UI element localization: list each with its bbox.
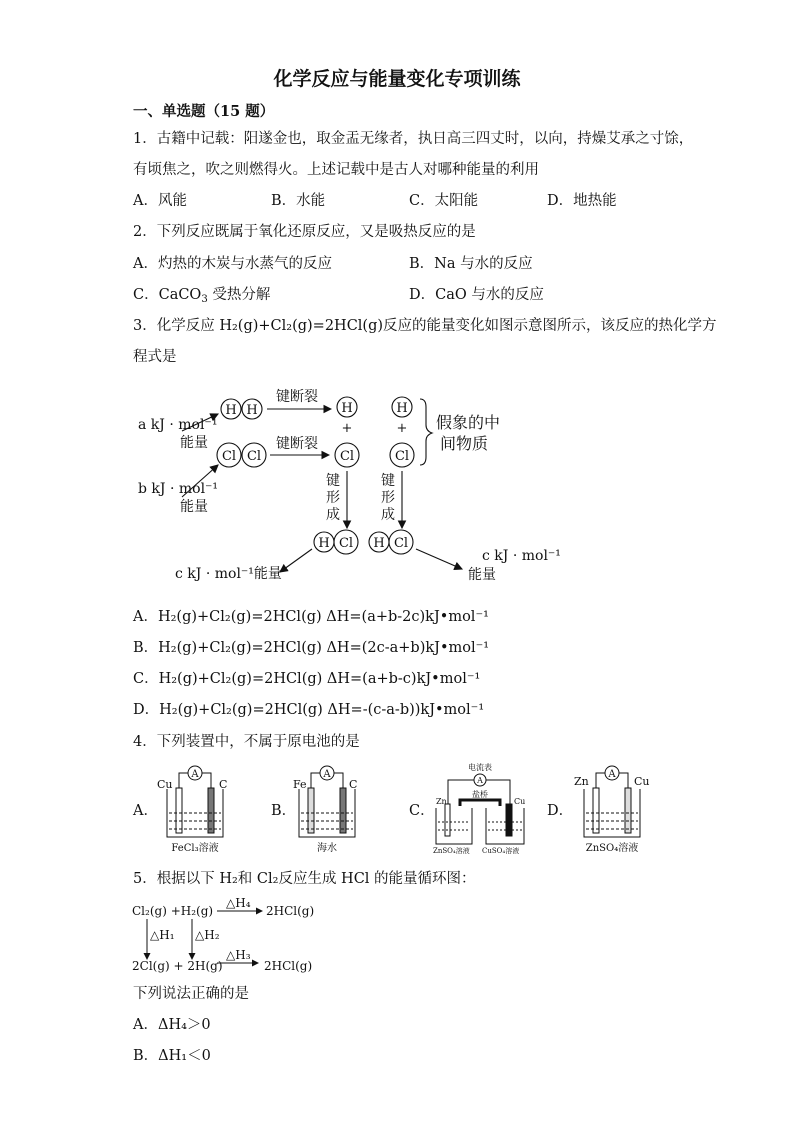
q3-option-a: A．H₂(g)+Cl₂(g)=2HCl(g) ΔH=(a+b-2c)kJ•mol⁻¹ [133, 609, 489, 625]
svg-text:键断裂: 键断裂 [276, 436, 318, 452]
q5-prompt: 下列说法正确的是 [133, 986, 249, 1002]
cycle-product2: 2HCl(g) [264, 959, 313, 973]
svg-text:能量: 能量 [180, 435, 208, 451]
cycle-dh4: △H₄ [226, 896, 251, 910]
atom-cl-label: Cl [221, 449, 237, 464]
cell-a-diagram [155, 763, 235, 855]
cell-c-diagram [430, 760, 530, 855]
svg-text:H: H [246, 403, 258, 418]
svg-text:Cl: Cl [246, 449, 262, 464]
q1-stem-line1: 1．古籍中记载：阳遂金也，取金盂无缘者，执日高三四丈时，以向，持燥艾承之寸馀， [133, 131, 694, 147]
svg-text:成: 成 [326, 507, 340, 523]
b-energy-label: b kJ · mol⁻¹ [138, 481, 219, 497]
svg-text:Cl: Cl [394, 449, 410, 464]
svg-text:Fe: Fe [293, 778, 307, 791]
svg-text:能量: 能量 [468, 567, 496, 583]
svg-text:能量: 能量 [180, 499, 208, 515]
a-energy-label: a kJ · mol⁻¹ [138, 417, 218, 433]
atom-h-label: H [225, 403, 237, 418]
svg-text:FeCl₃溶液: FeCl₃溶液 [171, 843, 219, 854]
cycle-atoms: 2Cl(g) + 2H(g) [132, 959, 223, 973]
svg-text:Zn: Zn [436, 797, 447, 806]
svg-text:H: H [341, 401, 353, 416]
svg-text:形: 形 [326, 490, 340, 506]
q3-energy-diagram [130, 385, 570, 595]
q3-stem-line1: 3．化学反应 H₂(g)+Cl₂(g)=2HCl(g)反应的能量变化如图示意图所示，该反应的热化学方 [133, 318, 717, 334]
q4-option-b: B． [271, 803, 297, 819]
svg-text:+: + [396, 421, 408, 436]
svg-text:形: 形 [381, 490, 395, 506]
q2-option-d: D．CaO 与水的反应 [409, 287, 544, 303]
q1-option-a: A．风能 [133, 193, 187, 209]
c-energy-left-label: c kJ · mol⁻¹能量 [175, 566, 282, 582]
cycle-dh2: △H₂ [195, 928, 220, 942]
svg-text:A: A [608, 769, 616, 780]
cycle-dh1: △H₁ [150, 928, 175, 942]
svg-text:A: A [323, 769, 331, 780]
cycle-reactants: Cl₂(g) +H₂(g) [132, 904, 214, 918]
q2-option-c: C．CaCO$_3$ 受热分解 [133, 287, 271, 305]
c-energy-right-label: c kJ · mol⁻¹ [482, 548, 561, 564]
q4-stem: 4．下列装置中，不属于原电池的是 [133, 734, 360, 750]
svg-text:成: 成 [381, 507, 395, 523]
svg-text:Cu: Cu [514, 797, 526, 806]
svg-text:A: A [477, 776, 483, 785]
page-title: 化学反应与能量变化专项训练 [273, 68, 521, 90]
q5-option-b: B．ΔH₁＜0 [133, 1048, 211, 1064]
q1-stem-line2: 有顷焦之，吹之则燃得火。上述记载中是古人对哪种能量的利用 [133, 162, 539, 178]
q2-option-a: A．灼热的木炭与水蒸气的反应 [133, 256, 332, 272]
svg-text:间物质: 间物质 [440, 434, 489, 453]
hypothetical-label: 假象的中 [436, 413, 501, 432]
svg-text:A: A [191, 769, 199, 780]
q1-option-d: D．地热能 [547, 193, 617, 209]
cycle-dh3: △H₃ [226, 948, 251, 962]
cell-b-diagram [287, 763, 367, 855]
svg-text:Cl: Cl [393, 536, 409, 551]
svg-text:H: H [373, 536, 385, 551]
svg-text:H: H [318, 536, 330, 551]
q2-option-b: B．Na 与水的反应 [409, 256, 533, 272]
bond-break-label: 键断裂 [276, 389, 318, 405]
q5-option-a: A．ΔH₄＞0 [133, 1017, 211, 1033]
svg-text:盐桥: 盐桥 [472, 790, 488, 799]
q3-stem-line2: 程式是 [133, 349, 177, 365]
q4-option-d: D． [547, 803, 574, 819]
q1-option-b: B．水能 [271, 193, 326, 209]
q4-option-c: C． [409, 803, 435, 819]
q3-option-d: D．H₂(g)+Cl₂(g)=2HCl(g) ΔH=-(c-a-b))kJ•mol⁻¹ [133, 702, 485, 718]
q4-option-a: A． [133, 803, 158, 819]
section-heading: 一、单选题（15 题） [133, 103, 275, 120]
svg-text:Zn: Zn [574, 775, 589, 788]
svg-text:ZnSO₄溶液: ZnSO₄溶液 [585, 843, 639, 854]
cell-d-diagram [572, 763, 652, 855]
q3-option-c: C．H₂(g)+Cl₂(g)=2HCl(g) ΔH=(a+b-c)kJ•mol⁻¹ [133, 671, 481, 687]
svg-text:C: C [219, 778, 228, 791]
svg-text:电流表: 电流表 [468, 763, 492, 772]
q1-option-c: C．太阳能 [409, 193, 479, 209]
q2-stem: 2．下列反应既属于氧化还原反应，又是吸热反应的是 [133, 224, 476, 240]
svg-text:C: C [349, 778, 358, 791]
bond-form-label: 键 [326, 473, 340, 489]
svg-text:Cl: Cl [338, 536, 354, 551]
svg-text:Cu: Cu [157, 778, 173, 791]
svg-text:CuSO₄溶液: CuSO₄溶液 [482, 847, 520, 855]
svg-text:海水: 海水 [317, 843, 337, 854]
svg-text:Cl: Cl [339, 449, 355, 464]
q5-energy-cycle [130, 895, 350, 979]
svg-text:键: 键 [381, 473, 395, 489]
svg-text:+: + [341, 421, 353, 436]
svg-text:ZnSO₄溶液: ZnSO₄溶液 [433, 847, 470, 855]
svg-text:Cu: Cu [634, 775, 650, 788]
cycle-product: 2HCl(g) [266, 904, 315, 918]
q3-option-b: B．H₂(g)+Cl₂(g)=2HCl(g) ΔH=(2c-a+b)kJ•mol⁻¹ [133, 640, 490, 656]
svg-text:H: H [396, 401, 408, 416]
q5-stem: 5．根据以下 H₂和 Cl₂反应生成 HCl 的能量循环图： [133, 871, 476, 887]
